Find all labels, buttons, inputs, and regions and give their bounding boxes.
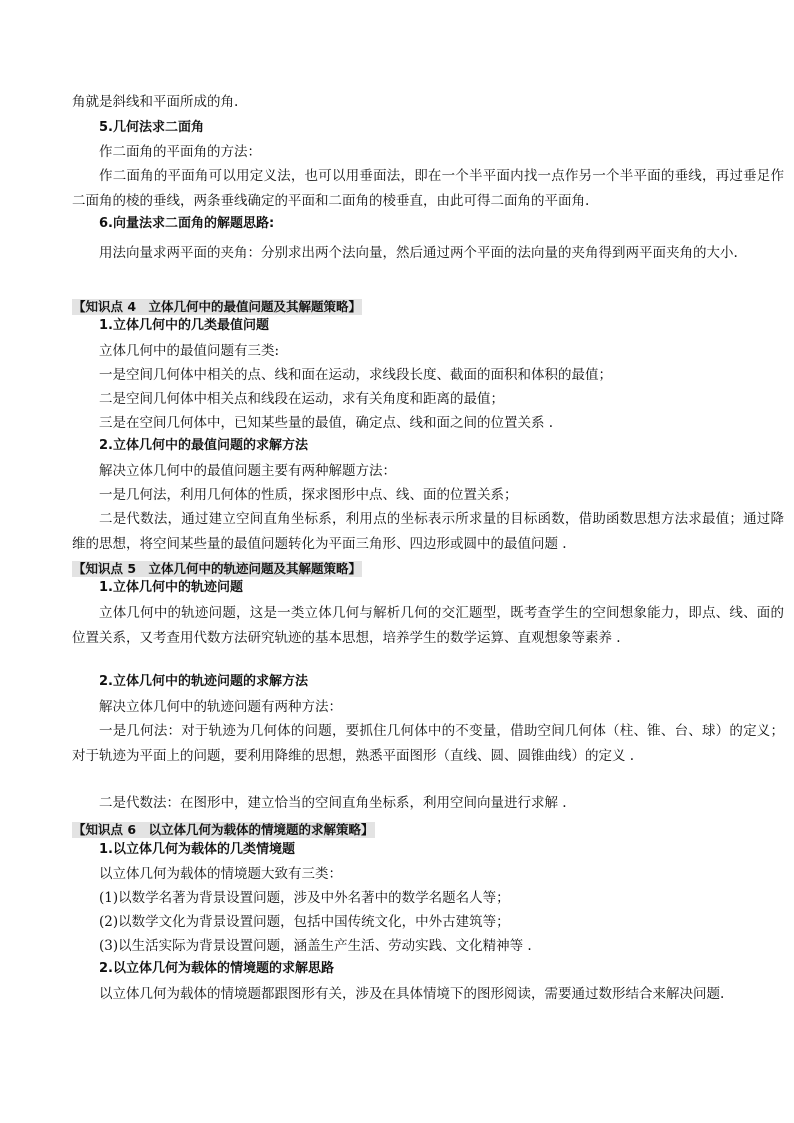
paragraph: 立体几何中的最值问题有三类: xyxy=(99,343,280,359)
subheading-5: 5.几何法求二面角 xyxy=(99,120,204,135)
paragraph: 一是几何法：对于轨迹为几何体的问题，要抓住几何体中的不变量，借助空间几何体（柱、锥、台、球）的定义；对于轨迹为平面上的问题，要利用降维的思想，熟悉平面图形（直线、圆、圆锥曲线）的定义 . xyxy=(72,723,784,764)
paragraph: (3)以生活实际为背景设置问题，涵盖生产生活、劳动实践、文化精神等 . xyxy=(99,938,532,954)
paragraph: 立体几何中的轨迹问题，这是一类立体几何与解析几何的交汇题型，既考查学生的空间想象能力，即点、线、面的位置关系，又考查用代数方法研究轨迹的基本思想，培养学生的数学运算、直观想象等素养 . xyxy=(72,605,784,646)
paragraph: 解决立体几何中的轨迹问题有两种方法： xyxy=(99,699,342,715)
paragraph: 以立体几何为载体的情境题大致有三类： xyxy=(99,866,342,882)
paragraph: 以立体几何为载体的情境题都跟图形有关，涉及在具体情境下的图形阅读，需要通过数形结合来解决问题. xyxy=(99,986,725,1002)
paragraph: 二是代数法，通过建立空间直角坐标系，利用点的坐标表示所求量的目标函数，借助函数思想方法求最值；通过降维的思想，将空间某些量的最值问题转化为平面三角形、四边形或圆中的最值问题 . xyxy=(72,511,784,552)
paragraph: (2)以数学文化为背景设置问题，包括中国传统文化，中外古建筑等； xyxy=(99,914,510,930)
section-header-6: 【知识点 6 以立体几何为载体的情境题的求解策略】 xyxy=(73,822,374,837)
paragraph: 一是空间几何体中相关的点、线和面在运动，求线段长度、截面的面积和体积的最值； xyxy=(99,367,612,383)
paragraph: 二是空间几何体中相关点和线段在运动，求有关角度和距离的最值； xyxy=(99,391,504,407)
subheading: 1.以立体几何为载体的几类情境题 xyxy=(99,842,295,857)
paragraph: 解决立体几何中的最值问题主要有两种解题方法： xyxy=(99,463,396,479)
paragraph: 一是几何法，利用几何体的性质，探求图形中点、线、面的位置关系； xyxy=(99,487,518,503)
paragraph: 二是代数法：在图形中，建立恰当的空间直角坐标系，利用空间向量进行求解 . xyxy=(99,795,567,811)
subheading-6: 6.向量法求二面角的解题思路: xyxy=(99,216,275,231)
section-header-5: 【知识点 5 立体几何中的轨迹问题及其解题策略】 xyxy=(73,561,362,576)
paragraph: 三是在空间几何体中，已知某些量的最值，确定点、线和面之间的位置关系 . xyxy=(99,415,554,431)
paragraph: 作二面角的平面角的方法： xyxy=(99,144,261,160)
subheading: 2.立体几何中的轨迹问题的求解方法 xyxy=(99,674,308,689)
paragraph: 角就是斜线和平面所成的角. xyxy=(72,94,239,110)
paragraph: (1)以数学名著为背景设置问题，涉及中外名著中的数学名题名人等； xyxy=(99,890,510,906)
paragraph: 用法向量求两平面的夹角：分别求出两个法向量，然后通过两个平面的法向量的夹角得到两平面夹角的大小. xyxy=(99,245,738,261)
subheading: 1.立体几何中的轨迹问题 xyxy=(99,580,243,595)
paragraph: 作二面角的平面角可以用定义法，也可以用垂面法，即在一个半平面内找一点作另一个半平面的垂线，再过垂足作二面角的棱的垂线，两条垂线确定的平面和二面角的棱垂直，由此可得二面角的平面角. xyxy=(72,168,784,209)
subheading: 2.以立体几何为载体的情境题的求解思路 xyxy=(99,961,334,976)
subheading: 2.立体几何中的最值问题的求解方法 xyxy=(99,438,308,453)
section-header-4: 【知识点 4 立体几何中的最值问题及其解题策略】 xyxy=(73,299,362,314)
subheading: 1.立体几何中的几类最值问题 xyxy=(99,318,269,333)
